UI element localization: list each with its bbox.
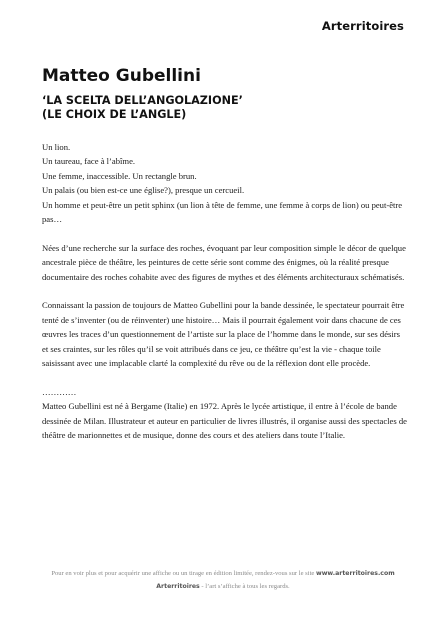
poem-line: Un lion. <box>42 142 71 152</box>
paragraph-biography: Matteo Gubellini est né à Bergame (Italie) en 1972. Après le lycée artistique, il entre à l’école de bande dessinée de Milan. Illustrateur et auteur en particulier de livres illustrés, il organise aussi des spectacles de théâtre de marionnettes et de musique, donne des cours et des ateliers dans toute l’Italie. <box>42 401 407 441</box>
footer-line-2 <box>20 580 426 593</box>
footer-text: Pour en voir plus et pour acquérir une affiche ou un tirage en édition limitée, rendez-vous sur le site <box>51 570 316 577</box>
paragraph-interpretation: Connaissant la passion de toujours de Matteo Gubellini pour la bande dessinée, le spectateur pourrait être tenté de s’inventer (ou de réinventer) une histoire… Mais il pourrait également voir dans chacune de ces œuvres les traces d’un questionnement de l’artiste sur la place de l’homme dans le monde, sur ses désirs et ses craintes, sur les rôles qu’il se voit attribués dans ce jeu, ce théâtre qu’est la vie - chaque toile saisissant avec une implacable clarté la complexité du rêve ou de la réflexion dont elle procède. <box>42 300 405 369</box>
separator: ………… <box>42 386 77 397</box>
poem-line: Un taureau, face à l’abîme. <box>42 156 136 167</box>
footer-tagline: - l’art s’affiche à tous les regards. <box>199 583 290 590</box>
artist-name: Matteo Gubellini <box>42 66 201 86</box>
brand-logo: Arterritoires <box>321 19 404 33</box>
poem-line: Une femme, inaccessible. Un rectangle brun. <box>42 170 197 181</box>
title-french: (LE CHOIX DE L’ANGLE) <box>42 108 187 121</box>
poem-line: Un palais (ou bien est-ce une église?), presque un cercueil. <box>42 185 245 196</box>
artwork-title <box>42 94 243 122</box>
title-italian: ‘LA SCELTA DELL’ANGOLAZIONE’ <box>42 94 243 107</box>
footer <box>20 567 426 593</box>
main-text <box>42 140 408 442</box>
footer-line-1 <box>20 567 426 580</box>
paragraph-description: Nées d’une recherche sur la surface des roches, évoquant par leur composition simple le décor de quelque ancestrale pièce de théâtre, les peintures de cette série sont comme des énigmes, où la réalité presque documentaire des roches cohabite avec des figures de mythes et des éléments architecturaux schématisés. <box>42 242 406 282</box>
footer-brand: Arterritoires <box>156 583 200 590</box>
website-link[interactable]: www.arterritoires.com <box>315 570 395 577</box>
poem-line: Un homme et peut-être un petit sphinx (un lion à tête de femme, une femme à corps de lion) ou peut-être pas… <box>42 199 403 225</box>
